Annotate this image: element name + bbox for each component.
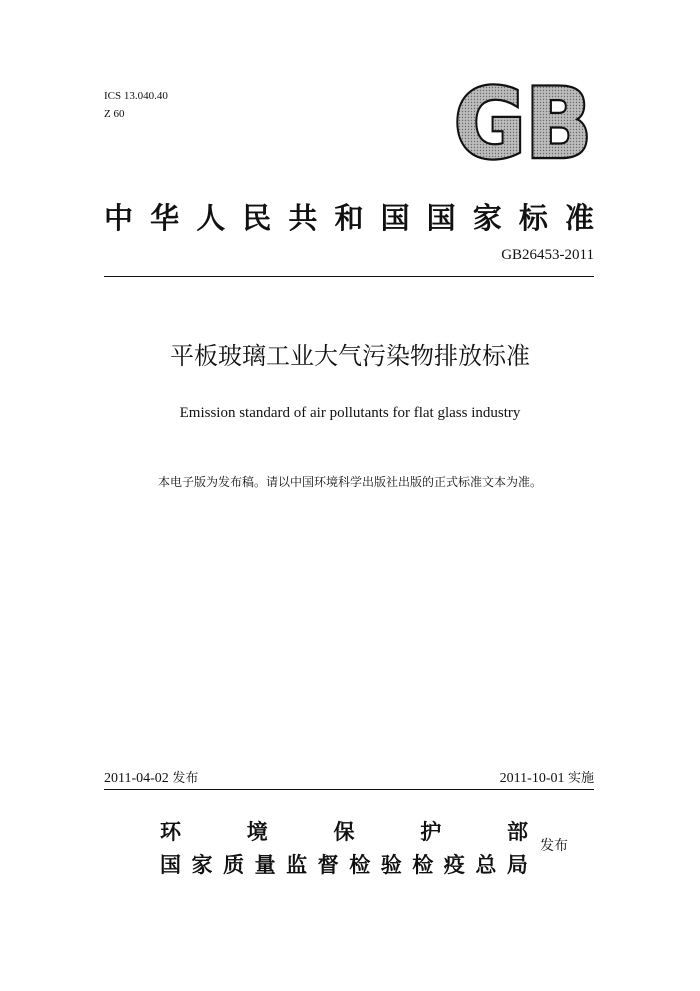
issuer-aqsiq-char: 家 xyxy=(191,852,213,877)
issuer-ministry xyxy=(160,816,528,846)
standard-type-char: 共 xyxy=(288,201,318,235)
issuer-aqsiq xyxy=(160,849,528,879)
ics-code: ICS 13.040.40 xyxy=(104,90,168,102)
issuer-aqsiq-char: 检 xyxy=(349,852,371,877)
standard-type-char: 中 xyxy=(104,201,134,235)
effective-date xyxy=(500,767,594,787)
standard-type-char: 国 xyxy=(426,201,456,235)
issuer-aqsiq-char: 质 xyxy=(223,852,245,877)
issuer-aqsiq-char: 国 xyxy=(160,852,181,877)
issuer-ministry-char: 境 xyxy=(246,819,268,844)
top-divider xyxy=(104,276,594,277)
ics-block xyxy=(104,87,168,123)
issue-date-label: 发布 xyxy=(172,771,199,786)
standard-type-char: 准 xyxy=(564,201,594,235)
publish-label: 发布 xyxy=(540,838,568,854)
issuer-aqsiq-char: 督 xyxy=(317,852,339,877)
bottom-divider xyxy=(104,789,594,790)
issue-date-value: 2011-04-02 xyxy=(104,771,169,786)
effective-date-value: 2011-10-01 xyxy=(499,771,565,786)
issuer-aqsiq-char: 局 xyxy=(506,852,528,877)
standard-type-char: 标 xyxy=(518,201,548,235)
standard-type-char: 国 xyxy=(380,201,410,235)
effective-date-label: 实施 xyxy=(567,771,594,786)
gb-logo xyxy=(452,83,594,163)
issuer-aqsiq-char: 检 xyxy=(412,852,434,877)
standard-type-char: 家 xyxy=(472,201,502,235)
issue-date xyxy=(104,767,198,787)
issuer-aqsiq-char: 总 xyxy=(475,852,497,877)
edition-notice: 本电子版为发布稿。请以中国环境科学出版社出版的正式标准文本为准。 xyxy=(157,475,542,489)
issuer-aqsiq-char: 疫 xyxy=(443,852,465,877)
issuer-aqsiq-char: 监 xyxy=(286,852,308,877)
standard-type-title xyxy=(104,196,594,237)
gb-logo-text: GB xyxy=(454,83,592,163)
standard-number: GB26453-2011 xyxy=(501,247,594,263)
standard-type-char: 华 xyxy=(150,201,180,235)
class-code: Z 60 xyxy=(104,108,125,120)
issuer-ministry-char: 保 xyxy=(333,819,355,844)
standard-type-char: 民 xyxy=(242,201,272,235)
standard-type-char: 人 xyxy=(196,201,226,235)
standard-type-char: 和 xyxy=(334,201,364,235)
title-english: Emission standard of air pollutants for flat glass industry xyxy=(179,405,521,421)
title-chinese: 平板玻璃工业大气污染物排放标准 xyxy=(170,342,530,370)
issuer-aqsiq-char: 验 xyxy=(380,852,402,877)
issuer-ministry-char: 护 xyxy=(420,819,442,844)
issuer-aqsiq-char: 量 xyxy=(254,852,276,877)
issuer-ministry-char: 环 xyxy=(160,819,181,844)
issuer-ministry-char: 部 xyxy=(507,819,528,844)
